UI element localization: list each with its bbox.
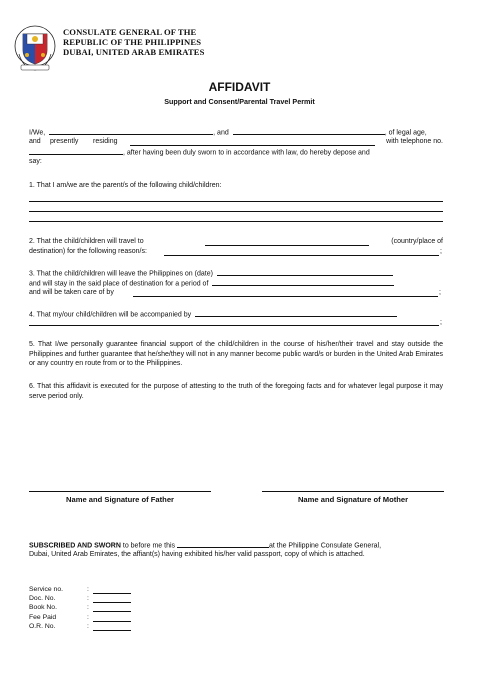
jurat-date-field[interactable] xyxy=(177,540,269,548)
item-1-text: 1. That I am/we are the parent/s of the following child/children: xyxy=(29,182,222,189)
stay-period-field[interactable] xyxy=(212,278,394,286)
affiant-2-name-field[interactable] xyxy=(233,127,385,135)
fee-paid-field[interactable] xyxy=(93,614,131,622)
companion-field[interactable] xyxy=(195,309,397,317)
mother-signature-label: Name and Signature of Mother xyxy=(297,495,409,504)
destination-field[interactable] xyxy=(205,238,369,246)
header-line-3: DUBAI, UNITED ARAB EMIRATES xyxy=(63,47,205,58)
jurat-line-2: Dubai, United Arab Emirates, the affiant(s) having exhibited his/her valid passport, copy of which is attached. xyxy=(29,551,365,558)
mother-signature-line[interactable] xyxy=(262,491,444,492)
father-signature-label: Name and Signature of Father xyxy=(65,495,175,504)
header-line-2: REPUBLIC OF THE PHILIPPINES xyxy=(63,37,202,48)
book-no-field[interactable] xyxy=(93,604,131,612)
document-subtitle: Support and Consent/Parental Travel Permit xyxy=(164,97,315,106)
intro-line-1: I/We, , and , of legal age, xyxy=(29,127,427,138)
departure-date-field[interactable] xyxy=(217,268,393,276)
caretaker-field[interactable] xyxy=(133,289,438,297)
item-4-line-1: 4. That my/our child/children will be accompanied by xyxy=(29,309,397,320)
item-4-semicolon: ; xyxy=(440,319,442,326)
item-3-line-2: and will stay in the said place of destination for a period of xyxy=(29,278,394,289)
header-line-1: CONSULATE GENERAL OF THE xyxy=(63,27,197,37)
affiant-1-name-field[interactable] xyxy=(49,127,213,135)
service-no-field[interactable] xyxy=(93,586,131,594)
item-6-text: 6. That this affidavit is executed for the purpose of attesting to the truth of the foregoing facts and for whatever legal purpose it may serve period only. xyxy=(29,383,443,400)
children-line-1[interactable] xyxy=(29,201,443,202)
document-title: AFFIDAVIT xyxy=(208,80,271,94)
affidavit-page: CONSULATE GENERAL OF THE REPUBLIC OF THE PHILIPPINES DUBAI, UNITED ARAB EMIRATES AFFIDAVIT Support and Consent/Parental Travel Permit I/We, , and , of legal age, and presently residing with telephone no. , after having been duly sworn to in accordance with law, do hereby depose and say: 1. That I am/we are the parent/s of the following child/children: 2. That the child/children will travel to (country/place of destination) for the following reason/s: ; 3. That the child/children will leave the Philippines on (date) and will stay in the said place of destination for a period of and will be taken care of by ; 4. That my/our child/children will be accompanied by ; 5. That I/we personally guarantee financial support of the child/children in the course of his/her/their travel and stay outside the Philippines and further guarantee that he/she/they will not in any manner become public ward/s or burden in the United Arab Emirates or any country en route from or to the Philippines. 6. That this affidavit is executed for the purpose of attesting to the truth of the foregoing facts and for whatever legal purpose it may serve period only. Name and Signature of Father Name and Signature of Mother SUBSCRIBED AND SWORN to before me this at the Philippine Consulate General, Dubai, United Arab Emirates, the affiant(s) having exhibited his/her valid passport, copy of which is attached. Service no. : Doc. No. : Book No. : Fee Paid : O.R. No. : xyxy=(0,0,479,700)
father-signature-line[interactable] xyxy=(29,491,211,492)
item-5-text: 5. That I/we personally guarantee financial support of the child/children in the course of his/her/their travel and stay outside the Philippines and further guarantee that he/she/they will not in any manner become public ward/s or burden in the United Arab Emirates or any country en route from or to the Philippines. xyxy=(29,341,443,368)
doc-no-field[interactable] xyxy=(93,595,131,603)
reason-field[interactable] xyxy=(164,248,439,256)
intro-line-4: say: xyxy=(29,158,42,165)
children-line-3[interactable] xyxy=(29,221,443,222)
intro-line-3: , after having been duly sworn to in accordance with law, do hereby depose and xyxy=(29,147,370,158)
residence-field[interactable] xyxy=(130,138,375,146)
item-3-line-1: 3. That the child/children will leave the Philippines on (date) xyxy=(29,268,393,279)
or-no-field[interactable] xyxy=(93,623,131,631)
companion-line-2[interactable] xyxy=(29,325,439,326)
philippine-seal-icon xyxy=(13,24,57,72)
telephone-field[interactable] xyxy=(29,147,123,155)
jurat-line-1: SUBSCRIBED AND SWORN to before me this at the Philippine Consulate General, xyxy=(29,540,381,551)
children-line-2[interactable] xyxy=(29,211,443,212)
consulate-header xyxy=(63,27,205,58)
